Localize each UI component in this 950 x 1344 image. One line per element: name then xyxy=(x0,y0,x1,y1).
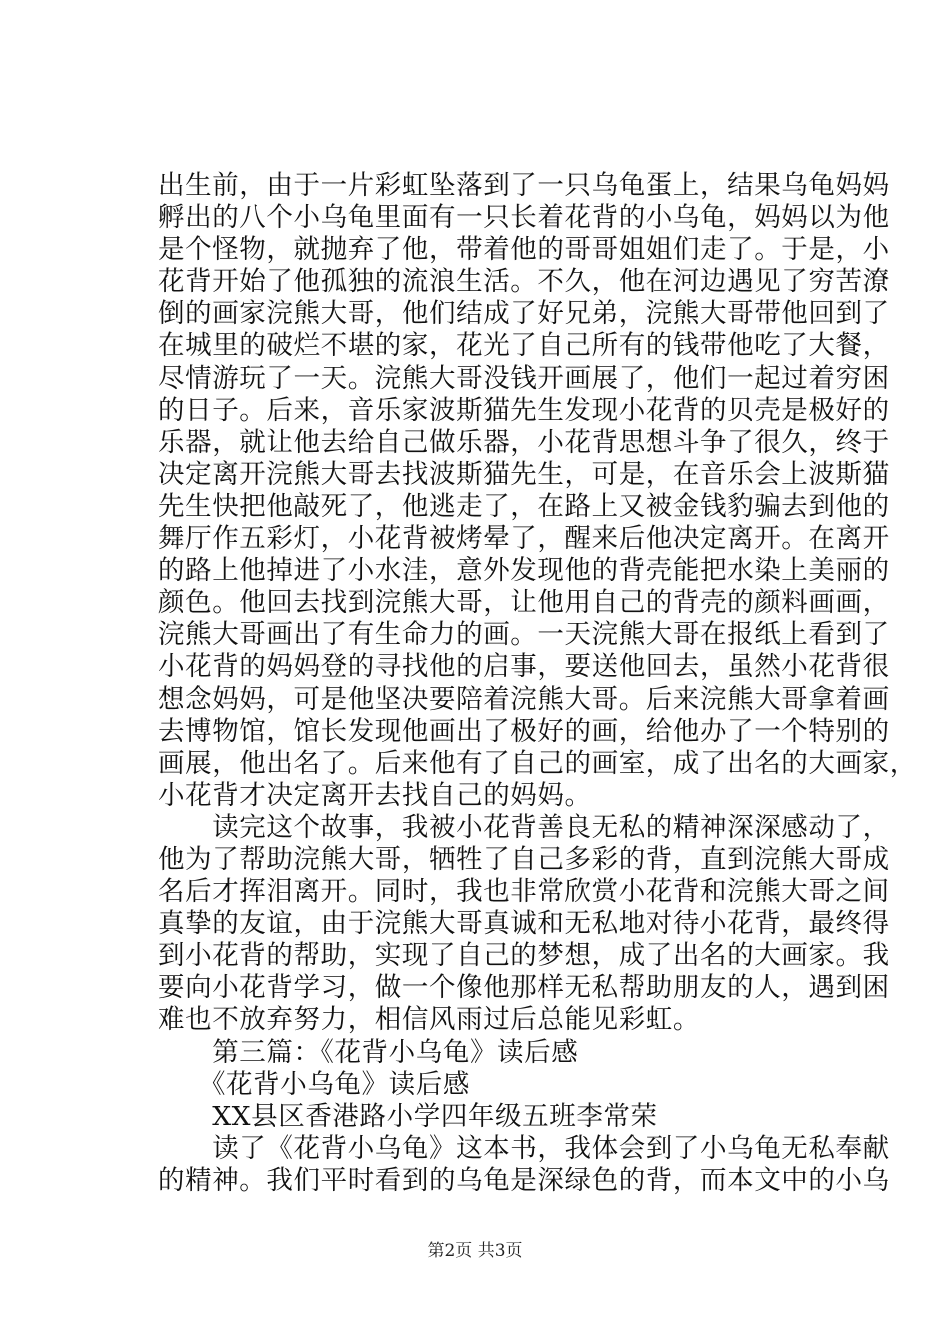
body-text xyxy=(158,170,917,1197)
section-heading: 第三篇：《花背小乌龟》读后感 xyxy=(158,1036,579,1068)
text-line: 倒的画家浣熊大哥，他们结成了好兄弟，浣熊大哥带他回到了 xyxy=(158,298,890,330)
text-line: 小花背才决定离开去找自己的妈妈。 xyxy=(158,779,592,811)
text-line: 是个怪物，就抛弃了他，带着他的哥哥姐姐们走了。于是，小 xyxy=(158,234,890,266)
essay-title: 《花背小乌龟》读后感 xyxy=(158,1068,470,1100)
text-line: 读了《花背小乌龟》这本书，我体会到了小乌龟无私奉献 xyxy=(158,1132,890,1164)
text-line: 名后才挥泪离开。同时，我也非常欣赏小花背和浣熊大哥之间 xyxy=(158,876,890,908)
page-number: 第2页 共3页 xyxy=(427,1241,523,1261)
text-line: 出生前，由于一片彩虹坠落到了一只乌龟蛋上，结果乌龟妈妈 xyxy=(158,170,890,201)
text-line: 在城里的破烂不堪的家，花光了自己所有的钱带他吃了大餐， xyxy=(158,330,890,362)
text-line: 的日子。后来，音乐家波斯猫先生发现小花背的贝壳是极好的 xyxy=(158,394,890,426)
text-line: 难也不放弃努力，相信风雨过后总能见彩虹。 xyxy=(158,1004,700,1036)
text-line: 读完这个故事，我被小花背善良无私的精神深深感动了， xyxy=(158,811,890,843)
text-line: 去博物馆，馆长发现他画出了极好的画，给他办了一个特别的 xyxy=(158,715,890,747)
text-line: 想念妈妈，可是他坚决要陪着浣熊大哥。后来浣熊大哥拿着画 xyxy=(158,683,890,715)
text-line: 他为了帮助浣熊大哥，牺牲了自己多彩的背，直到浣熊大哥成 xyxy=(158,843,890,875)
author-line: XX县区香港路小学四年级五班李常荣 xyxy=(158,1100,658,1132)
text-line: 尽情游玩了一天。浣熊大哥没钱开画展了，他们一起过着穷困 xyxy=(158,362,890,394)
text-line: 的路上他掉进了小水洼，意外发现他的背壳能把水染上美丽的 xyxy=(158,555,890,587)
text-line: 的精神。我们平时看到的乌龟是深绿色的背，而本文中的小乌 xyxy=(158,1164,890,1196)
text-line: 花背开始了他孤独的流浪生活。不久，他在河边遇见了穷苦潦 xyxy=(158,266,890,298)
text-line: 要向小花背学习，做一个像他那样无私帮助朋友的人，遇到困 xyxy=(158,972,890,1004)
text-line: 舞厅作五彩灯，小花背被烤晕了，醒来后他决定离开。在离开 xyxy=(158,523,890,555)
text-line: 孵出的八个小乌龟里面有一只长着花背的小乌龟，妈妈以为他 xyxy=(158,202,890,234)
text-line: 先生快把他敲死了，他逃走了，在路上又被金钱豹骗去到他的 xyxy=(158,490,890,522)
text-line: 乐器，就让他去给自己做乐器，小花背思想斗争了很久，终于 xyxy=(158,426,890,458)
text-line: 决定离开浣熊大哥去找波斯猫先生，可是，在音乐会上波斯猫 xyxy=(158,458,890,490)
page-footer xyxy=(0,1240,950,1262)
text-line: 浣熊大哥画出了有生命力的画。一天浣熊大哥在报纸上看到了 xyxy=(158,619,890,651)
text-line: 真挚的友谊，由于浣熊大哥真诚和无私地对待小花背，最终得 xyxy=(158,908,890,940)
text-line: 画展，他出名了。后来他有了自己的画室，成了出名的大画家， xyxy=(158,747,917,779)
text-line: 到小花背的帮助，实现了自己的梦想，成了出名的大画家。我 xyxy=(158,940,890,972)
text-line: 颜色。他回去找到浣熊大哥，让他用自己的背壳的颜料画画， xyxy=(158,587,890,619)
text-line: 小花背的妈妈登的寻找他的启事，要送他回去，虽然小花背很 xyxy=(158,651,890,683)
